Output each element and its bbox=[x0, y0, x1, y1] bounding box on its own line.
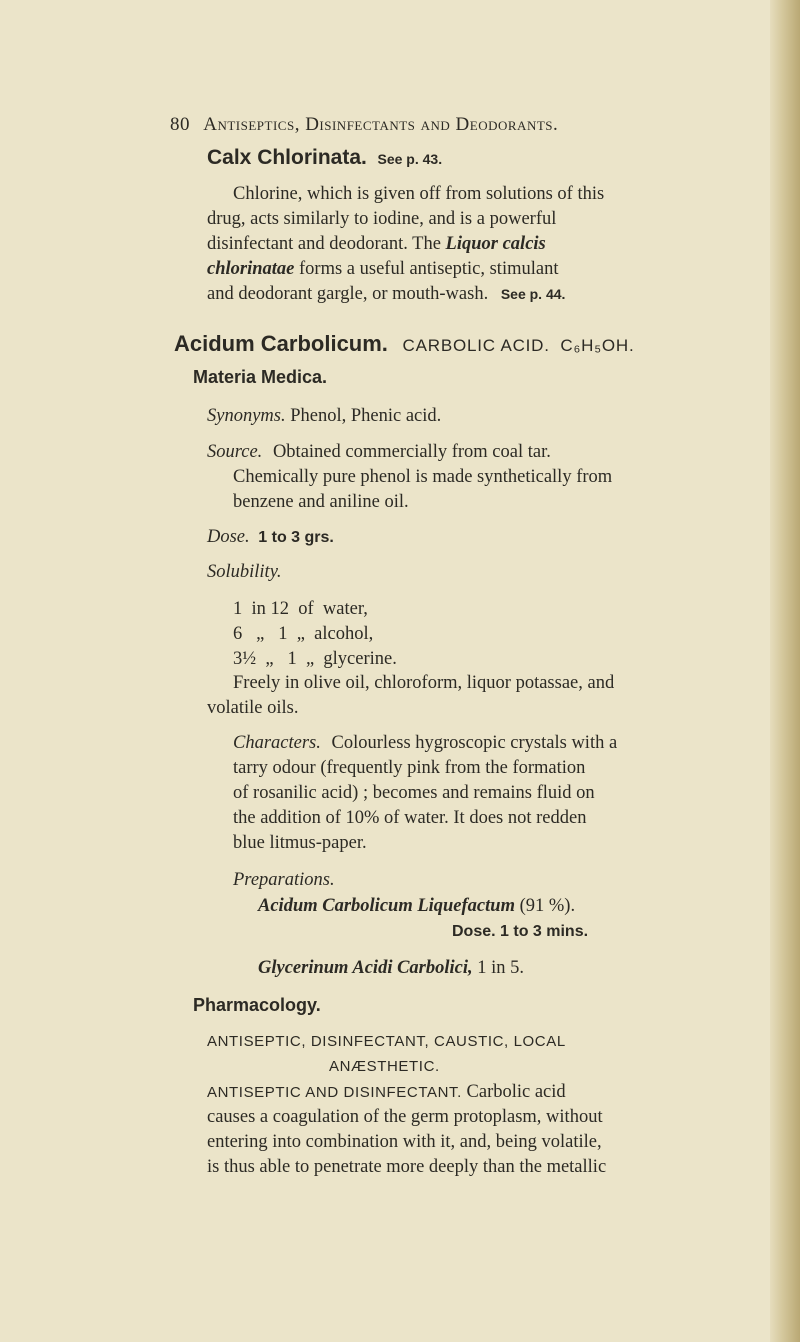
solubility-row-3: 3½ „ 1 „ glycerine. bbox=[233, 649, 397, 669]
calx-heading-line bbox=[207, 146, 442, 170]
synonyms-label: Synonyms. bbox=[207, 406, 286, 426]
calx-line-5-text: and deodorant gargle, or mouth-wash. bbox=[207, 284, 489, 304]
pharm-para-caps: ANTISEPTIC AND DISINFECTANT. bbox=[207, 1084, 462, 1101]
freely-line-1: Freely in olive oil, chloroform, liquor potassae, and bbox=[233, 673, 615, 693]
acidum-heading: Acidum Carbolicum. bbox=[174, 331, 388, 356]
pharm-para-line-3: entering into combination with it, and, being volatile, bbox=[207, 1132, 602, 1152]
calx-see-ref: See p. 43. bbox=[377, 151, 443, 167]
source-text-1: Obtained commercially from coal tar. bbox=[272, 442, 551, 462]
characters-text-1: Colourless hygroscopic crystals with a bbox=[331, 733, 618, 753]
solubility-label: Solubility. bbox=[207, 562, 282, 582]
characters-line-4: the addition of 10% of water. It does not redden bbox=[233, 808, 587, 828]
calx-line-2: drug, acts similarly to iodine, and is a powerful bbox=[207, 209, 557, 229]
pharmacology-heading: Pharmacology. bbox=[193, 995, 321, 1015]
page-edge-shadow bbox=[770, 0, 800, 1342]
materia-medica-heading: Materia Medica. bbox=[193, 367, 328, 387]
dose-line bbox=[207, 527, 334, 548]
synonyms-text: Phenol, Phenic acid. bbox=[290, 406, 442, 426]
characters-line-2: tarry odour (frequently pink from the formation bbox=[233, 758, 586, 778]
dose-label: Dose. bbox=[207, 527, 250, 547]
source-line-1 bbox=[207, 442, 551, 463]
characters-line-3: of rosanilic acid) ; becomes and remains fluid on bbox=[233, 783, 595, 803]
source-label: Source. bbox=[207, 442, 263, 462]
prep-1-name: Acidum Carbolicum Liquefactum bbox=[258, 896, 515, 916]
running-title: Antiseptics, Disinfectants and Deodorants. bbox=[203, 114, 559, 135]
prep-2-line bbox=[258, 958, 524, 979]
running-head bbox=[170, 114, 730, 136]
prep-1-dose: Dose. 1 to 3 mins. bbox=[452, 923, 589, 940]
prep-1-line bbox=[258, 896, 575, 917]
page-number: 80 bbox=[170, 114, 190, 135]
calx-line-3 bbox=[207, 234, 546, 255]
characters-label: Characters. bbox=[233, 733, 321, 753]
prep-2-strength: 1 in 5. bbox=[472, 958, 525, 978]
dose-text: 1 to 3 grs. bbox=[258, 529, 334, 546]
freely-line-2: volatile oils. bbox=[207, 698, 299, 718]
pharm-caps-line-2: ANÆSTHETIC. bbox=[329, 1058, 440, 1075]
source-line-2: Chemically pure phenol is made synthetically from bbox=[233, 467, 613, 487]
acidum-subtitle: CARBOLIC ACID. bbox=[402, 336, 550, 355]
preparations-label: Preparations. bbox=[233, 870, 335, 890]
calx-line-3-text: disinfectant and deodorant. The bbox=[207, 234, 446, 254]
acidum-heading-line bbox=[174, 331, 635, 357]
liquor-calcis: Liquor calcis bbox=[445, 234, 546, 254]
calx-see-ref-2: See p. 44. bbox=[500, 286, 566, 302]
characters-line-1 bbox=[233, 733, 617, 754]
calx-heading: Calx Chlorinata. bbox=[207, 146, 367, 169]
solubility-row-1: 1 in 12 of water, bbox=[233, 599, 368, 619]
calx-line-1: Chlorine, which is given off from solutions of this bbox=[233, 184, 605, 204]
calx-line-4-rest: forms a useful antiseptic, stimulant bbox=[294, 259, 559, 279]
calx-line-5 bbox=[207, 284, 565, 305]
pharm-para-line-2: causes a coagulation of the germ protoplasm, without bbox=[207, 1107, 603, 1127]
pharm-para-line-4: is thus able to penetrate more deeply than the metallic bbox=[207, 1157, 607, 1177]
pharm-para-line-1-rest: Carbolic acid bbox=[461, 1082, 566, 1102]
pharm-para-line-1 bbox=[207, 1082, 566, 1103]
synonyms-line bbox=[207, 406, 441, 427]
source-line-3: benzene and aniline oil. bbox=[233, 492, 409, 512]
characters-line-5: blue litmus-paper. bbox=[233, 833, 367, 853]
prep-2-name: Glycerinum Acidi Carbolici, bbox=[258, 958, 473, 978]
chlorinatae: chlorinatae bbox=[207, 259, 295, 279]
solubility-row-2: 6 „ 1 „ alcohol, bbox=[233, 624, 374, 644]
calx-line-4 bbox=[207, 259, 558, 280]
pharm-caps-line-1: ANTISEPTIC, DISINFECTANT, CAUSTIC, LOCAL bbox=[207, 1033, 566, 1050]
acidum-formula: C₆H₅OH. bbox=[560, 336, 635, 355]
prep-1-strength: (91 %). bbox=[514, 896, 576, 916]
